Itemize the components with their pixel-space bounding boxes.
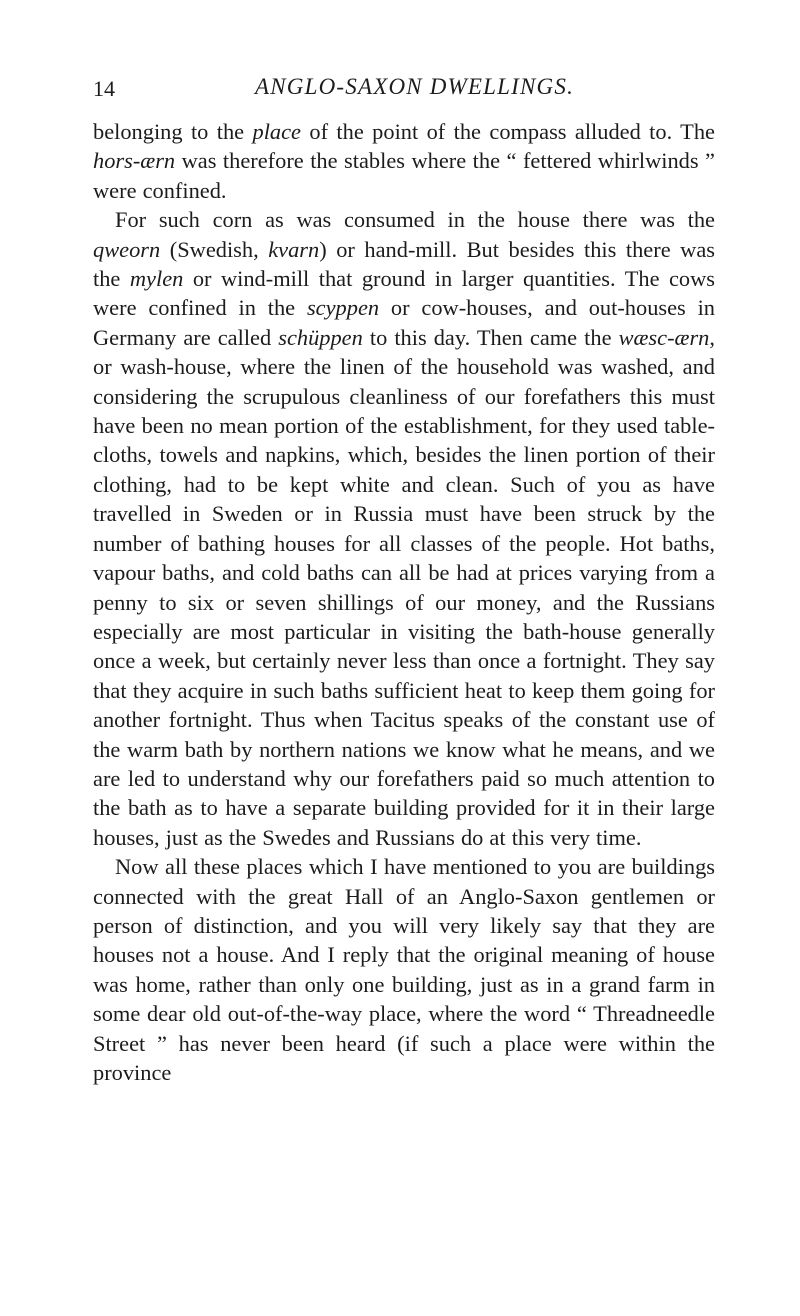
text-run: ) or hand-mill. But besides this there was the xyxy=(93,236,715,292)
text-run: or cow-houses, and out-houses in Germany are called xyxy=(93,295,716,350)
paragraph xyxy=(93,117,715,205)
italic-term: place xyxy=(252,119,301,144)
page-number: 14 xyxy=(93,76,115,101)
running-head xyxy=(93,72,715,108)
text-run: , or wash-house, where the linen of the household was washed, and considering the scrupulous cleanliness of our forefathers this must have been no mean portion of the establishment, for they used table-cloths, towels and napkins, which, besides the linen portion of their clothing, had to be kept white and clean. Such of you as have travelled in Sweden or in Russia must have been struck by the number of bathing houses for all classes of the people. Hot baths, vapour baths, and cold baths can all be had at prices varying from a penny to six or seven shillings of our money, and the Russians especially are most particular in visiting the bath-house generally once a week, but certainly never less than once a fortnight. They say that they acquire in such baths sufficient heat to keep them going for another fortnight. Thus when Tacitus speaks of the constant use of the warm bath by northern nations we know what he means, and we are led to understand why our forefathers paid so much attention to the bath as to have a separate building provided for it in their large houses, just as the Swedes and Russians do at this very time. xyxy=(93,324,715,850)
italic-term: wæsc-ærn xyxy=(618,324,710,350)
text-run: belonging to the xyxy=(93,119,253,144)
italic-term: mylen xyxy=(129,266,184,292)
book-page xyxy=(93,72,715,1087)
text-run: to this day. Then came the xyxy=(362,324,619,350)
paragraph xyxy=(93,852,715,1087)
italic-term: scyppen xyxy=(306,295,380,321)
italic-term: hors-ærn xyxy=(93,148,176,174)
text-run: was therefore the stables where the “ fettered whirlwinds ” were confined. xyxy=(93,148,715,203)
italic-term: qweorn xyxy=(93,236,161,262)
running-title: ANGLO-SAXON DWELLINGS. xyxy=(255,74,575,99)
body-text xyxy=(93,117,715,1087)
text-run: Now all these places which I have mentioned to you are buildings connected with the great Hall of an Anglo-Saxon gentlemen or person of distinction, and you will very likely say that they are houses not a house. And I reply that the original meaning of house was home, rather than only one building, just as in a grand farm in some dear old out-of-the-way place, where the word “ Threadneedle Street ” has never been heard (if such a place were within the province xyxy=(93,854,715,1085)
paragraph xyxy=(93,205,715,852)
text-run: or wind-mill that ground in larger quantities. The cows were confined in the xyxy=(93,266,716,321)
italic-term: kvarn xyxy=(268,236,320,262)
text-run: (Swedish, xyxy=(160,236,269,262)
text-run: of the point of the compass alluded to. The xyxy=(301,119,715,144)
text-run: For such corn as was consumed in the house there was the xyxy=(115,207,715,233)
italic-term: schüppen xyxy=(278,324,363,350)
